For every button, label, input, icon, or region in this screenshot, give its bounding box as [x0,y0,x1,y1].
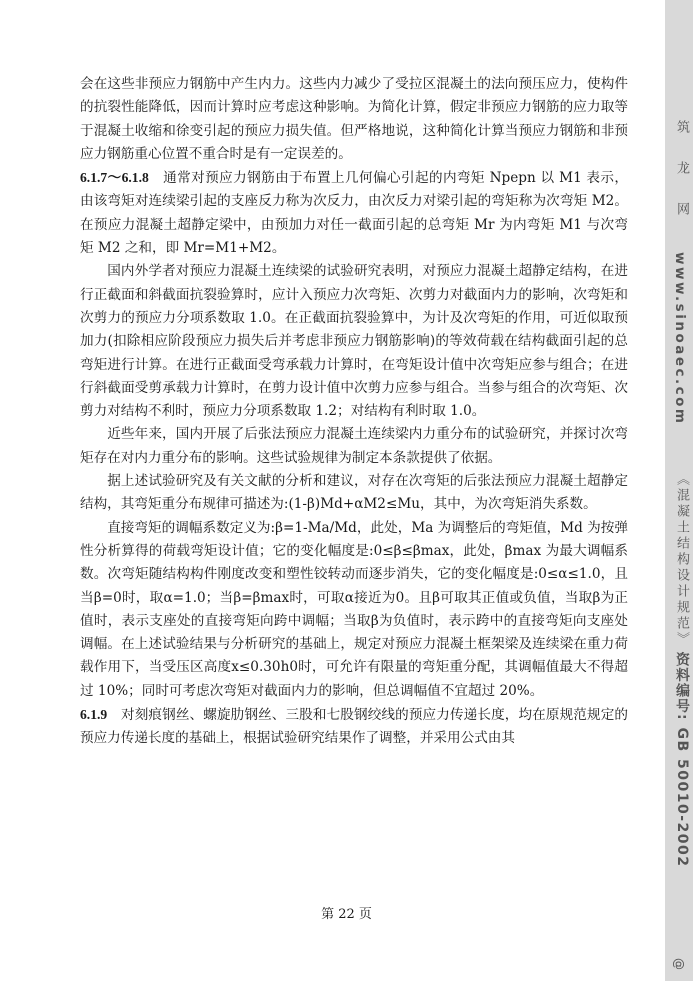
section-text: 对刻痕钢丝、螺旋肋钢丝、三股和七股钢绞线的预应力传递长度，均在原规范规定的预应力传递长度的基础上，根据试验研究结果作了调整，并采用公式由其 [80,707,629,747]
at-mark: @ [672,958,686,970]
document-code: 资料编号: GB 50010-2002 [674,652,690,868]
document-body [80,73,628,751]
section-6-1-7 [80,166,628,260]
paragraph-3: 近些年来，国内开展了后张法预应力混凝土连续梁内力重分布的试验研究，并探讨次弯矩存在对内力重分布的影响。这些试验规律为制定本条款提供了依据。 [80,426,628,466]
section-6-1-9 [80,703,628,751]
site-url: www.sinoaec.com [672,252,688,426]
paragraph-2: 国内外学者对预应力混凝土连续梁的试验研究表明，对预应力混凝土超静定结构，在进行正截面和斜截面抗裂验算时，应计入预应力次弯矩、次剪力对截面内力的影响，次弯矩和次剪力的预应力分项系数取 1.0。在正截面抗裂验算中，为计及次弯矩的作用，可近似取预加力(扣除相应阶段预应力损失后并考虑非预应力钢筋影响)的等效荷载在结构截面引起的总弯矩进行计算。在进行正截面受弯承载力计算时，在弯矩设计值中次弯矩应参与组合；在进行斜截面受剪承载力计算时，在剪力设计值中次剪力应参与组合。当参与组合的次弯矩、次剪力对结构不利时，预应力分项系数取 1.2；对结构有利时取 1.0。 [80,263,628,420]
watermark-sidebar [665,0,693,981]
paragraph-5: 直接弯矩的调幅系数定义为:β=1-Ma/Md，此处，Ma 为调整后的弯矩值，Md 为按弹性分析算得的荷载弯矩设计值；它的变化幅度是:0≤β≤βmax，此处，βmax 为最大调幅系数。次弯矩随结构构件刚度改变和塑性铰转动而逐步消失，它的变化幅度是:0≤α≤1.0，且当β=0时，取α=1.0；当β=βmax时，可取α接近为0。且β可取其正值或负值，当取β为正值时，表示支座处的直接弯矩向跨中调幅；当取β为负值时，表示跨中的直接弯矩向支座处调幅。在上述试验结果与分析研究的基础上，规定对预应力混凝土框架梁及连续梁在重力荷载作用下，当受压区高度x≤0.30h0时，可允许有限量的弯矩重分配，其调幅值最大不得超过 10%；同时可考虑次弯矩对截面内力的影响，但总调幅值不宜超过 20%。 [80,519,628,699]
site-name: 筑 龙 网 [674,120,689,228]
section-number: 6.1.7～6.1.8 [80,170,149,186]
section-text: 通常对预应力钢筋由于布置上几何偏心引起的内弯矩 Npepn 以 M1 表示，由该弯矩对连续梁引起的支座反力称为次反力，由次反力对梁引起的弯矩称为次弯矩 M2。在预应力混凝土超静定梁中，由预加力对任一截面引起的总弯矩 Mr 为内弯矩 M1 与次弯矩 M2 之和，即 Mr=M1+M2。 [80,170,629,257]
page-number: 第 22 页 [321,907,372,922]
paragraph-1: 会在这些非预应力钢筋中产生内力。这些内力减少了受拉区混凝土的法向预压应力，使构件的抗裂性能降低，因而计算时应考虑这种影响。为简化计算，假定非预应力钢筋的应力取等于混凝土收缩和徐变引起的预应力损失值。但严格地说，这种简化计算当预应力钢筋和非预应力钢筋重心位置不重合时是有一定误差的。 [80,76,628,162]
section-number: 6.1.9 [80,707,108,723]
book-title: 《混凝土结构设计规范》 [674,472,689,648]
paragraph-4: 据上述试验研究及有关文献的分析和建议，对存在次弯矩的后张法预应力混凝土超静定结构，其弯矩重分布规律可描述为:(1-β)Md+αM2≤Mu，其中，为次弯矩消失系数。 [80,473,628,513]
